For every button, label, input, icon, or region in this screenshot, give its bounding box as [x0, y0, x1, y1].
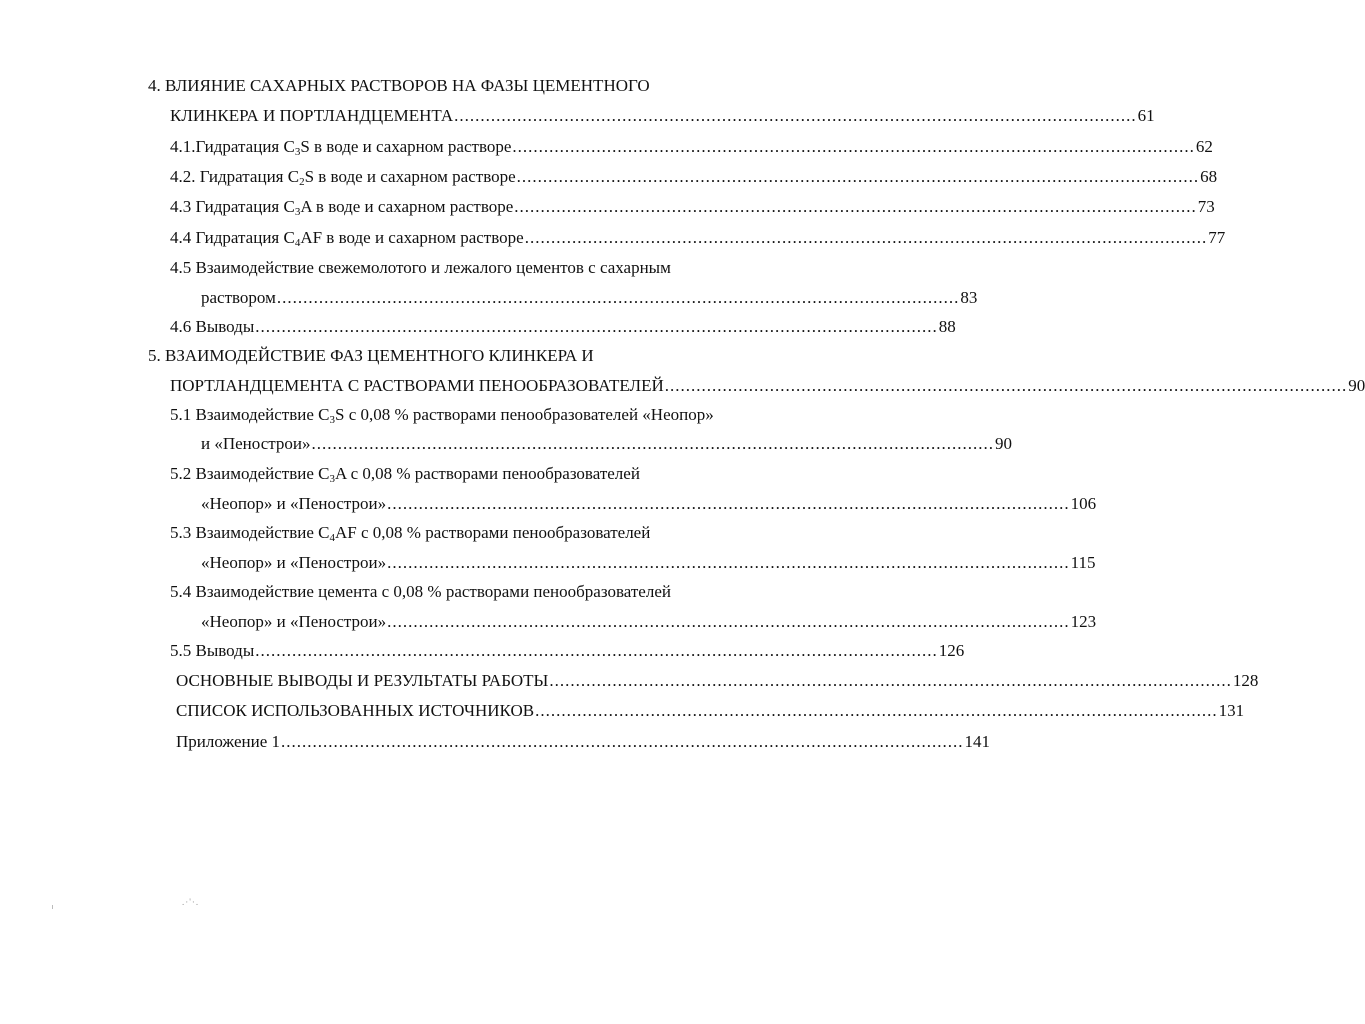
dot-leader: ..................................................................................................................................: [387, 612, 1070, 631]
dot-leader: ..................................................................................................................................: [311, 434, 994, 453]
dot-leader: ..................................................................................................................................: [549, 671, 1232, 690]
page-number: 115: [1070, 553, 1096, 572]
page-number: 106: [1070, 494, 1097, 513]
dot-leader: ..................................................................................................................................: [535, 701, 1218, 720]
chapter-5-title-line1: 5. ВЗАИМОДЕЙСТВИЕ ФАЗ ЦЕМЕНТНОГО КЛИНКЕРА И: [148, 346, 594, 365]
toc-entry-4-4[interactable]: 4.4 Гидратация $C_4AF$ в воде и сахарном растворе .................................................................................................................................. 77: [170, 228, 1226, 249]
toc-entry-5-1[interactable]: и «Пенострои» .................................................................................................................................. 90: [201, 434, 1012, 453]
dot-leader: ..................................................................................................................................: [524, 228, 1208, 247]
toc-entry-4-1[interactable]: 4.1.Гидратация $C_3S$ в воде и сахарном растворе .................................................................................................................................. 62: [170, 137, 1213, 158]
page-number: 83: [960, 288, 978, 307]
toc-entry-5-5[interactable]: 5.5 Выводы .................................................................................................................................. 126: [170, 641, 965, 660]
page-number: 61: [1137, 106, 1155, 125]
toc-entry-chapter-4[interactable]: КЛИНКЕРА И ПОРТЛАНДЦЕМЕНТА .................................................................................................................................. 61: [170, 106, 1155, 125]
scan-noise-mark: [52, 905, 53, 909]
dot-leader: ..................................................................................................................................: [281, 732, 964, 751]
toc-entry-4-5-line1: 4.5 Взаимодействие свежемолотого и лежалого цементов с сахарным: [170, 258, 671, 277]
page-number: 141: [964, 732, 990, 751]
page-number: 68: [1200, 167, 1218, 186]
scan-noise: .·'·.: [182, 897, 200, 907]
page-number: 123: [1070, 612, 1097, 631]
page-number: 62: [1195, 137, 1213, 156]
dot-leader: ..................................................................................................................................: [516, 167, 1200, 186]
page-number: 90: [994, 434, 1012, 453]
chapter-4-title-line1: 4. ВЛИЯНИЕ САХАРНЫХ РАСТВОРОВ НА ФАЗЫ ЦЕМЕНТНОГО: [148, 76, 650, 95]
toc-entry-chapter-5[interactable]: ПОРТЛАНДЦЕМЕНТА С РАСТВОРАМИ ПЕНООБРАЗОВАТЕЛЕЙ .................................................................................................................................. 90: [170, 376, 1365, 395]
toc-entry-5-4[interactable]: «Неопор» и «Пенострои» .................................................................................................................................. 123: [201, 612, 1097, 631]
dot-leader: ..................................................................................................................................: [255, 317, 938, 336]
toc-entry-5-3[interactable]: «Неопор» и «Пенострои» .................................................................................................................................. 115: [201, 553, 1096, 572]
toc-entry-4-3[interactable]: 4.3 Гидратация $C_3A$ в воде и сахарном растворе .................................................................................................................................. 73: [170, 197, 1215, 218]
page-number: 88: [938, 317, 956, 336]
dot-leader: ..................................................................................................................................: [512, 137, 1195, 156]
toc-entry-5-2-line1: 5.2 Взаимодействие $C_3A$ с 0,08 % растворами пенообразователей: [170, 464, 640, 485]
toc-entry-5-4-line1: 5.4 Взаимодействие цемента с 0,08 % растворами пенообразователей: [170, 582, 671, 601]
toc-entry-main-results[interactable]: ОСНОВНЫЕ ВЫВОДЫ И РЕЗУЛЬТАТЫ РАБОТЫ .................................................................................................................................. 128: [176, 671, 1259, 690]
toc-entry-4-6[interactable]: 4.6 Выводы .................................................................................................................................. 88: [170, 317, 956, 336]
dot-leader: ..................................................................................................................................: [514, 197, 1197, 216]
dot-leader: ..................................................................................................................................: [255, 641, 938, 660]
toc-entry-4-2[interactable]: 4.2. Гидратация $C_2S$ в воде и сахарном растворе .................................................................................................................................. 68: [170, 167, 1218, 188]
toc-entry-5-3-line1: 5.3 Взаимодействие $C_4AF$ с 0,08 % растворами пенообразователей: [170, 523, 651, 544]
toc-entry-appendix[interactable]: Приложение 1 .................................................................................................................................. 141: [176, 732, 990, 751]
toc-entry-4-5[interactable]: раствором .................................................................................................................................. 83: [201, 288, 978, 307]
page-number: 77: [1208, 228, 1226, 247]
dot-leader: ..................................................................................................................................: [664, 376, 1348, 395]
page-number: 131: [1218, 701, 1245, 720]
page-number: 90: [1348, 376, 1365, 395]
dot-leader: ..................................................................................................................................: [276, 288, 960, 307]
toc-entry-5-2[interactable]: «Неопор» и «Пенострои» .................................................................................................................................. 106: [201, 494, 1097, 513]
page-number: 128: [1232, 671, 1259, 690]
dot-leader: ..................................................................................................................................: [454, 106, 1137, 125]
page-number: 73: [1197, 197, 1215, 216]
page-number: 126: [938, 641, 965, 660]
toc-entry-5-1-line1: 5.1 Взаимодействие $C_3S$ с 0,08 % растворами пенообразователей «Неопор»: [170, 405, 714, 426]
toc-entry-references[interactable]: СПИСОК ИСПОЛЬЗОВАННЫХ ИСТОЧНИКОВ .................................................................................................................................. 131: [176, 701, 1245, 720]
dot-leader: ..................................................................................................................................: [387, 553, 1070, 572]
dot-leader: ..................................................................................................................................: [387, 494, 1070, 513]
